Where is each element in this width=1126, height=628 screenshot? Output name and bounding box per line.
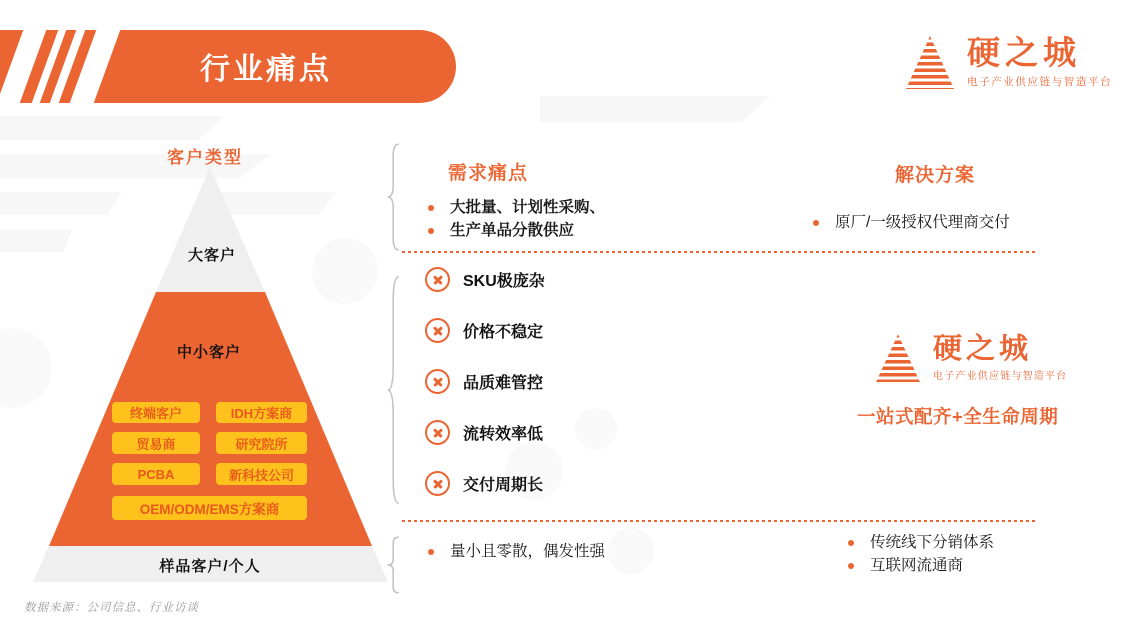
segment-chip: 终端客户 <box>112 402 200 423</box>
pyramid-label-middle: 中小客户 <box>176 344 242 361</box>
x-circle-icon <box>425 369 450 394</box>
bullet-dot-icon <box>428 549 434 555</box>
pyramid-title: 客户类型 <box>167 148 243 167</box>
data-source-note: 数据来源：公司信息、行业访谈 <box>24 602 199 614</box>
list-item: 量小且零散，偶发性强 <box>428 540 605 563</box>
brace-middle <box>386 272 402 508</box>
brand-logo-middle <box>876 334 1067 382</box>
list-item: 流转效率低 <box>425 420 545 445</box>
striped-triangle-logo-icon <box>876 334 920 382</box>
dashed-divider-top <box>402 251 1036 253</box>
segment-chip: IDH方案商 <box>216 402 307 423</box>
brand-name: 硬之城 <box>933 333 1033 365</box>
solution-top-bullets <box>813 211 1010 234</box>
list-item: SKU极庞杂 <box>425 267 545 292</box>
brace-bottom <box>386 536 402 594</box>
solution-slogan: 一站式配齐+全生命周期 <box>857 406 1059 427</box>
pain-top-bullets <box>428 196 605 242</box>
bullet-dot-icon <box>848 540 854 546</box>
brand-name: 硬之城 <box>967 34 1081 72</box>
segment-chip: OEM/ODM/EMS方案商 <box>112 496 307 520</box>
list-item: 传统线下分销体系 <box>848 531 994 554</box>
pyramid-label-top: 大客户 <box>187 247 237 264</box>
bullet-dot-icon <box>428 205 434 211</box>
bullet-dot-icon <box>848 563 854 569</box>
brace-top <box>386 142 402 252</box>
x-circle-icon <box>425 267 450 292</box>
list-item: 品质难管控 <box>425 369 545 394</box>
list-item: 原厂/一级授权代理商交付 <box>813 211 1010 234</box>
dashed-divider-bottom <box>402 520 1036 522</box>
pyramid-label-bottom: 样品客户/个人 <box>159 558 261 575</box>
segment-chip: PCBA <box>112 463 200 485</box>
x-circle-icon <box>425 318 450 343</box>
page-title: 行业痛点 <box>200 53 332 86</box>
striped-triangle-logo-icon <box>906 36 954 89</box>
brand-tagline: 电子产业供应链与智造平台 <box>967 75 1113 88</box>
brand-logo <box>906 36 1112 89</box>
segment-chip: 新科技公司 <box>216 463 307 485</box>
list-item: 交付周期长 <box>425 471 545 496</box>
solution-bottom-bullets <box>848 531 994 577</box>
list-item: 大批量、计划性采购、 <box>428 196 605 219</box>
segment-chip: 贸易商 <box>112 432 200 454</box>
solution-column-header: 解决方案 <box>895 165 976 186</box>
segment-chip: 研究院所 <box>216 432 307 454</box>
pain-middle-items <box>425 267 545 496</box>
bullet-dot-icon <box>813 220 819 226</box>
bullet-dot-icon <box>428 228 434 234</box>
list-item: 互联网流通商 <box>848 554 994 577</box>
x-circle-icon <box>425 420 450 445</box>
pain-bottom-bullets <box>428 540 605 563</box>
brand-tagline: 电子产业供应链与智造平台 <box>933 371 1068 383</box>
x-circle-icon <box>425 471 450 496</box>
list-item: 价格不稳定 <box>425 318 545 343</box>
list-item: 生产单品分散供应 <box>428 219 605 242</box>
pain-column-header: 需求痛点 <box>448 163 529 184</box>
